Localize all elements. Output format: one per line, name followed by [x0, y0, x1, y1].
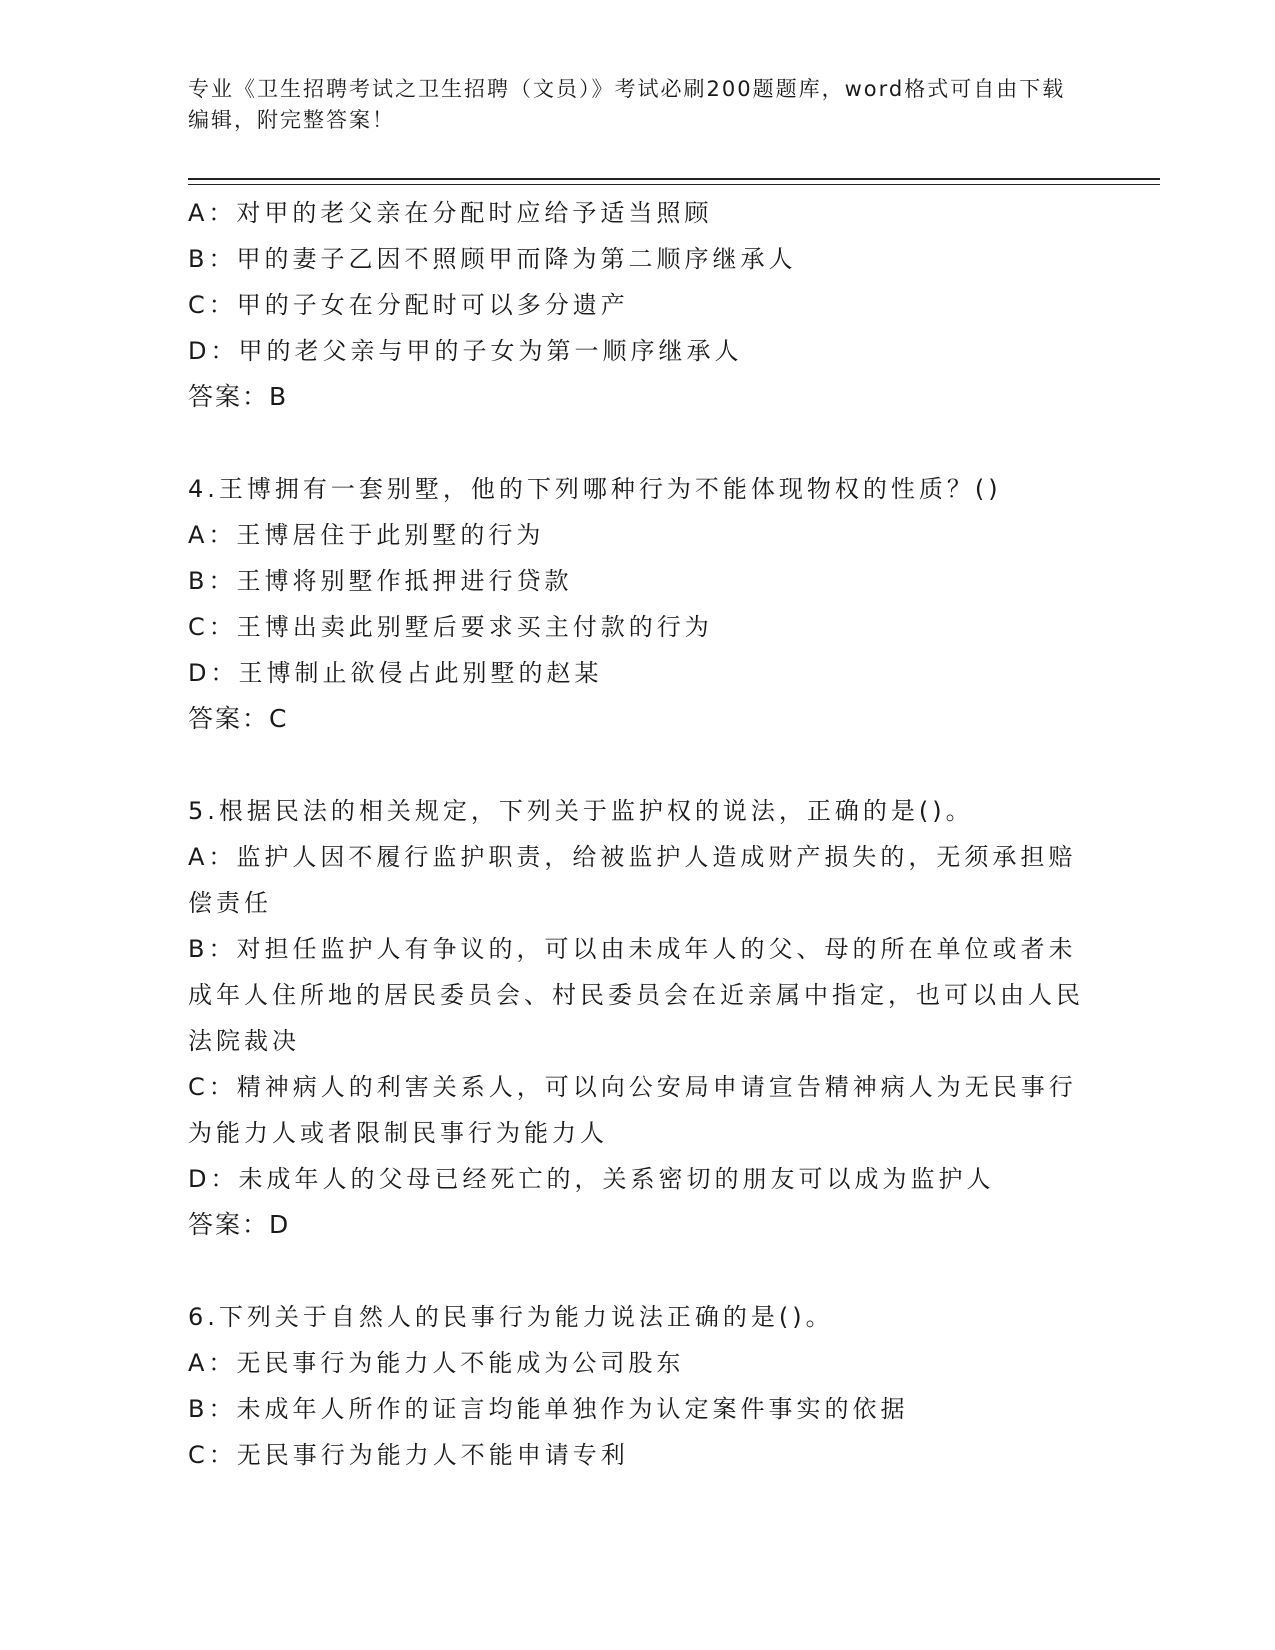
option-c: C：甲的子女在分配时可以多分遗产	[188, 291, 629, 319]
header-rule-thin	[188, 184, 1160, 185]
option-a: A：无民事行为能力人不能成为公司股东	[188, 1349, 685, 1377]
option-d: D：未成年人的父母已经死亡的，关系密切的朋友可以成为监护人	[188, 1165, 995, 1193]
option-a: A：王博居住于此别墅的行为	[188, 521, 545, 549]
option-c: C：精神病人的利害关系人，可以向公安局申请宣告精神病人为无民事行为能力人或者限制民事行为能力人	[188, 1073, 1077, 1147]
question-text: 6.下列关于自然人的民事行为能力说法正确的是()。	[188, 1303, 834, 1331]
header-rule-thick	[188, 178, 1160, 180]
option-c: C：无民事行为能力人不能申请专利	[188, 1441, 629, 1469]
answer-line: 答案：B	[188, 382, 289, 411]
option-a: A：对甲的老父亲在分配时应给予适当照顾	[188, 199, 713, 227]
question-6	[188, 1294, 1088, 1478]
option-b: B：未成年人所作的证言均能单独作为认定案件事实的依据	[188, 1395, 909, 1423]
question-text: 5.根据民法的相关规定，下列关于监护权的说法，正确的是()。	[188, 797, 974, 825]
document-header: 专业《卫生招聘考试之卫生招聘（文员）》考试必刷200题题库，word格式可自由下载编辑，附完整答案！	[188, 77, 1066, 132]
question-5	[188, 788, 1088, 1248]
option-b: B：甲的妻子乙因不照顾甲而降为第二顺序继承人	[188, 245, 797, 273]
option-a: A：监护人因不履行监护职责，给被监护人造成财产损失的，无须承担赔偿责任	[188, 843, 1077, 917]
option-b: B：对担任监护人有争议的，可以由未成年人的父、母的所在单位或者未成年人住所地的居民委员会、村民委员会在近亲属中指定，也可以由人民法院裁决	[188, 935, 1084, 1055]
answer-line: 答案：D	[188, 1210, 291, 1239]
question-text: 4.王博拥有一套别墅，他的下列哪种行为不能体现物权的性质？()	[188, 475, 1002, 503]
answer-line: 答案：C	[188, 704, 289, 733]
option-d: D：甲的老父亲与甲的子女为第一顺序继承人	[188, 337, 743, 365]
option-d: D：王博制止欲侵占此别墅的赵某	[188, 659, 603, 687]
option-b: B：王博将别墅作抵押进行贷款	[188, 567, 573, 595]
question-list	[188, 190, 1088, 1478]
question-4	[188, 466, 1088, 742]
option-c: C：王博出卖此别墅后要求买主付款的行为	[188, 613, 713, 641]
question-3	[188, 190, 1088, 420]
